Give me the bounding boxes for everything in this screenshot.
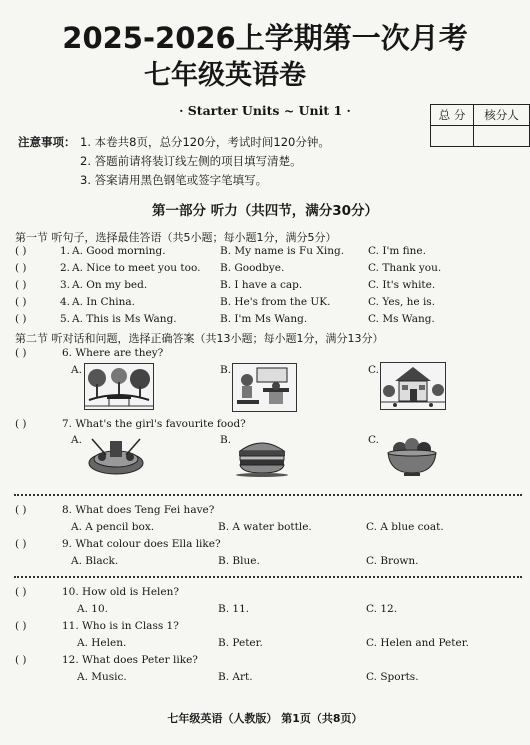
option-a: A. Nice to meet you too. — [72, 262, 201, 274]
answer-blank-2[interactable]: ( ) — [15, 262, 27, 274]
answer-blank-7[interactable]: ( ) — [15, 418, 27, 430]
option-7a-label: A. — [71, 434, 82, 446]
option-11a: A. Helen. — [77, 637, 127, 649]
answer-blank-6[interactable]: ( ) — [15, 347, 27, 359]
option-6b-label: B. — [220, 364, 232, 376]
option-12b: B. Art. — [218, 671, 253, 683]
answer-blank-9[interactable]: ( ) — [15, 538, 27, 550]
score-table — [430, 104, 530, 147]
picture-house[interactable] — [380, 362, 446, 410]
question-number: 2. — [60, 262, 71, 274]
option-9c: C. Brown. — [366, 555, 419, 567]
page-footer: 七年级英语（人教版） 第1页（共8页） — [167, 712, 363, 725]
option-10c: C. 12. — [366, 603, 398, 615]
total-score-header: 总 分 — [431, 105, 474, 126]
divider-2 — [14, 576, 522, 578]
notes-label: 注意事项： — [18, 135, 76, 149]
option-10b: B. 11. — [218, 603, 250, 615]
divider-1 — [14, 494, 522, 496]
option-b: B. I have a cap. — [220, 279, 303, 291]
answer-blank-11[interactable]: ( ) — [15, 620, 27, 632]
answer-blank-5[interactable]: ( ) — [15, 313, 27, 325]
question-number: 4. — [60, 296, 71, 308]
total-score-cell[interactable] — [431, 126, 474, 147]
picture-hotpot[interactable] — [84, 433, 148, 477]
option-12a: A. Music. — [77, 671, 127, 683]
question-6: 6. Where are they? — [62, 347, 164, 359]
hamburger-icon — [232, 435, 292, 477]
option-c: C. Yes, he is. — [368, 296, 436, 308]
picture-hamburger[interactable] — [232, 435, 292, 477]
note-1: 1. 本卷共8页，总分120分，考试时间120分钟。 — [80, 135, 330, 149]
bowl-icon — [384, 435, 440, 477]
option-11c: C. Helen and Peter. — [366, 637, 469, 649]
section1-title: 第一节 听句子，选择最佳答语（共5小题；每小题1分，满分5分） — [15, 231, 337, 244]
option-7b-label: B. — [220, 434, 232, 446]
option-c: C. I'm fine. — [368, 245, 426, 257]
question-8: 8. What does Teng Fei have? — [62, 504, 215, 516]
checker-header: 核分人 — [474, 105, 530, 126]
answer-blank-12[interactable]: ( ) — [15, 654, 27, 666]
option-a: A. This is Ms Wang. — [72, 313, 177, 325]
option-b: B. Goodbye. — [220, 262, 285, 274]
option-8a: A. A pencil box. — [71, 521, 155, 533]
option-a: A. On my bed. — [72, 279, 148, 291]
question-7: 7. What's the girl's favourite food? — [62, 418, 246, 430]
hotpot-icon — [84, 433, 148, 477]
option-6c-label: C. — [368, 364, 379, 376]
note-3: 3. 答案请用黑色钢笔或签字笔填写。 — [80, 173, 268, 187]
option-a: A. Good morning. — [72, 245, 166, 257]
question-number: 5. — [60, 313, 71, 325]
picture-park[interactable] — [84, 363, 154, 410]
option-9a: A. Black. — [71, 555, 119, 567]
question-number: 3. — [60, 279, 71, 291]
park-icon — [85, 364, 153, 409]
option-b: B. I'm Ms Wang. — [220, 313, 308, 325]
answer-blank-4[interactable]: ( ) — [15, 296, 27, 308]
option-c: C. It's white. — [368, 279, 436, 291]
question-10: 10. How old is Helen? — [62, 586, 179, 598]
question-11: 11. Who is in Class 1? — [62, 620, 179, 632]
option-b: B. He's from the UK. — [220, 296, 331, 308]
option-c: C. Thank you. — [368, 262, 442, 274]
answer-blank-3[interactable]: ( ) — [15, 279, 27, 291]
option-b: B. My name is Fu Xing. — [220, 245, 345, 257]
option-a: A. In China. — [72, 296, 136, 308]
option-c: C. Ms Wang. — [368, 313, 435, 325]
checker-cell[interactable] — [474, 126, 530, 147]
answer-blank-8[interactable]: ( ) — [15, 504, 27, 516]
exam-subtitle: 七年级英语卷 — [144, 60, 306, 91]
option-6a-label: A. — [71, 364, 82, 376]
house-icon — [381, 363, 445, 409]
option-8b: B. A water bottle. — [218, 521, 312, 533]
option-7c-label: C. — [368, 434, 379, 446]
classroom-icon — [233, 364, 296, 411]
exam-title: 2025-2026上学期第一次月考 — [62, 21, 468, 55]
question-9: 9. What colour does Ella like? — [62, 538, 221, 550]
answer-blank-1[interactable]: ( ) — [15, 245, 27, 257]
section2-title: 第二节 听对话和问题，选择正确答案（共13小题；每小题1分，满分13分） — [15, 332, 384, 345]
option-8c: C. A blue coat. — [366, 521, 444, 533]
option-9b: B. Blue. — [218, 555, 260, 567]
note-2: 2. 答题前请将装订线左侧的项目填写清楚。 — [80, 154, 302, 168]
option-11b: B. Peter. — [218, 637, 263, 649]
question-number: 1. — [60, 245, 71, 257]
units-range: · Starter Units ~ Unit 1 · — [179, 103, 351, 118]
answer-blank-10[interactable]: ( ) — [15, 586, 27, 598]
part1-title: 第一部分 听力（共四节，满分30分） — [152, 203, 378, 219]
option-10a: A. 10. — [77, 603, 108, 615]
picture-salad-bowl[interactable] — [384, 435, 440, 477]
option-12c: C. Sports. — [366, 671, 419, 683]
question-12: 12. What does Peter like? — [62, 654, 198, 666]
picture-classroom[interactable] — [232, 363, 297, 412]
